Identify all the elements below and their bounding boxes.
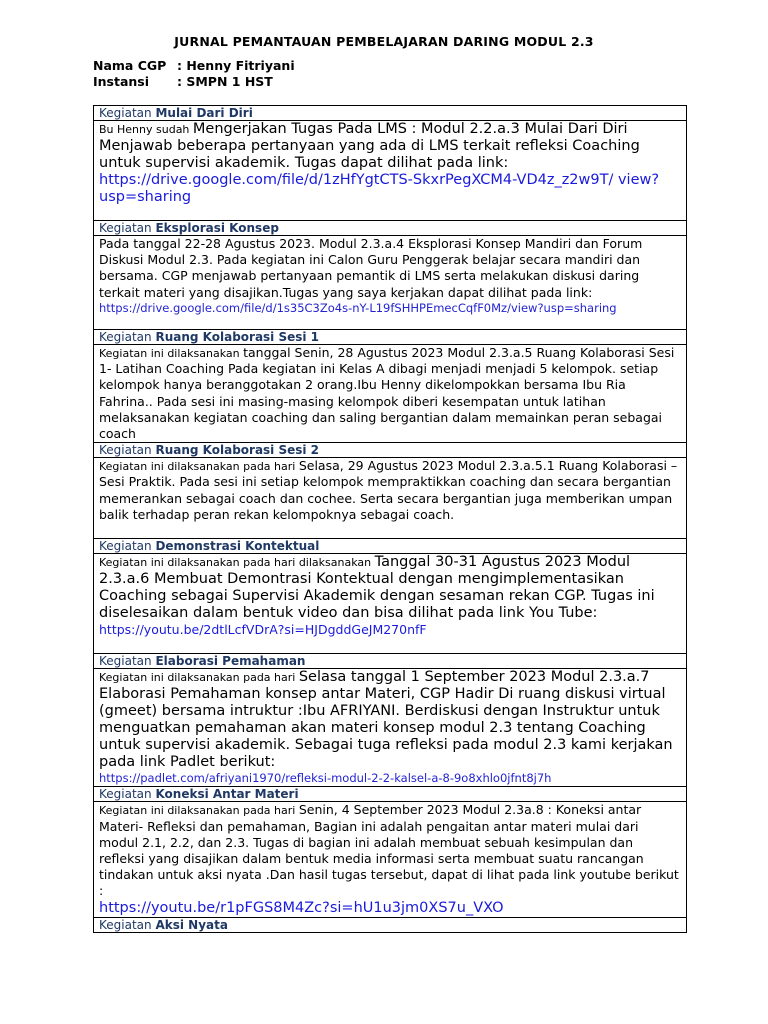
section-body-text: Pada tanggal 22-28 Agustus 2023. Modul 2.3.a.4 Eksplorasi Konsep Mandiri dan Forum Diskusi Modul 2.3. Pada kegiatan ini Calon Guru Penggerak belajar secara mandiri dan bersama. CGP menjawab pertanyaan pemantik di LMS serta melakukan diskusi daring terkait materi yang disajikan.Tugas yang saya kerjakan dapat dilihat pada link: (99, 236, 643, 300)
section-header-ruang-kolaborasi-sesi-1 (94, 330, 687, 345)
section-name: Demonstrasi Kontektual (155, 539, 320, 554)
section-name: Eksplorasi Konsep (155, 221, 279, 235)
instansi-value: : SMPN 1 HST (177, 74, 273, 89)
section-body-eksplorasi-konsep (94, 236, 687, 330)
section-body-text: Mengerjakan Tugas Pada LMS : Modul 2.2.a.3 Mulai Dari Diri Menjawab beberapa pertanyaan yang ada di LMS terkait refleksi Coaching untuk supervisi akademik. Tugas dapat dilihat pada link: (99, 121, 640, 171)
section-lead-text: Kegiatan ini dilaksanakan pada hari (99, 804, 299, 818)
section-prefix: Kegiatan (99, 330, 152, 344)
nama-cgp-value: : Henny Fitriyani (177, 58, 295, 73)
section-body-koneksi-antar-materi (94, 802, 687, 917)
instansi-row (93, 74, 273, 89)
section-name: Elaborasi Pemahaman (155, 654, 306, 669)
section-prefix: Kegiatan (99, 654, 152, 669)
section-prefix: Kegiatan (99, 539, 152, 554)
section-body-text: Selasa tanggal 1 September 2023 Modul 2.3.a.7 Elaborasi Pemahaman konsep antar Materi, CGP Hadir Di ruang diskusi virtual (gmeet) bersama intruktur :Ibu AFRIYANI. Berdiskusi dengan Instruktur untuk menguatkan pemahaman akan materi konsep modul 2.3 tentang Coaching untuk supervisi akademik. Sebagai tuga refleksi pada modul 2.3 kami kerjakan pada link Padlet berikut: (99, 669, 673, 771)
section-header-koneksi-antar-materi (94, 787, 687, 802)
section-prefix: Kegiatan (99, 787, 152, 802)
section-body-text: tanggal Senin, 28 Agustus 2023 Modul 2.3.a.5 Ruang Kolaborasi Sesi 1- Latihan Coaching Pada kegiatan ini Kelas A dibagi menjadi menjadi 5 kelompok. setiap kelompok hanya beranggotakan 2 orang.Ibu Henny dikelompokkan bersama Ibu Ria Fahrina.. Pada sesi ini masing-masing kelompok diberi kesempatan untuk latihan melaksanakan kegiatan coaching dan saling bergantian dalam memainkan peran sebagai coach (99, 345, 675, 442)
padlet-link[interactable]: https://padlet.com/afriyani1970/refleksi-modul-2-2-kalsel-a-8-9o8xhlo0jfnt8j7h (99, 771, 552, 786)
journal-table (93, 105, 687, 933)
instansi-label: Instansi (93, 74, 150, 89)
section-body-text: Selasa, 29 Agustus 2023 Modul 2.3.a.5.1 Ruang Kolaborasi – Sesi Praktik. Pada sesi ini setiap kelompok mempraktikkan coaching dan secara bergantian memerankan sebagai coach dan cochee. Serta secara bergantian juga memberikan umpan balik terhadap peran rekan kelompoknya sebagai coach. (99, 458, 678, 522)
section-name: Aksi Nyata (155, 917, 228, 932)
nama-cgp-row (93, 58, 295, 73)
youtube-link[interactable]: https://youtu.be/r1pFGS8M4Zc?si=hU1u3jm0XS7u_VXO (99, 899, 504, 916)
section-name: Ruang Kolaborasi Sesi 2 (155, 443, 320, 458)
section-body-elaborasi-pemahaman (94, 669, 687, 787)
section-body-mulai-dari-diri (94, 121, 687, 221)
section-lead-text: Kegiatan ini dilaksanakan pada hari dilaksanakan (99, 556, 375, 570)
section-body-ruang-kolaborasi-sesi-2 (94, 458, 687, 539)
section-prefix: Kegiatan (99, 221, 152, 235)
section-name: Mulai Dari Diri (155, 106, 253, 120)
section-body-demonstrasi-kontektual (94, 554, 687, 654)
section-header-elaborasi-pemahaman (94, 654, 687, 669)
section-lead-text: Bu Henny sudah (99, 123, 193, 136)
drive-link[interactable]: https://drive.google.com/file/d/1s35C3Zo4s-nY-L19fSHHPEmecCqfF0Mz/view?usp=sharing (99, 300, 617, 315)
section-header-demonstrasi-kontektual (94, 539, 687, 554)
section-body-text: Senin, 4 September 2023 Modul 2.3a.8 : Koneksi antar Materi- Refleksi dan pemahaman, Bagian ini adalah pengaitan antar materi mulai dari modul 2.1, 2.2, dan 2.3. Tugas di bagian ini adalah membuat sebuah kesimpulan dan refleksi yang disajikan dalam bentuk media informasi serta membuat suatu rancangan tindakan untuk aksi nyata .Dan hasil tugas tersebut, dapat di lihat pada link youtube berikut : (99, 802, 679, 899)
section-lead-text: Kegiatan ini dilaksanakan pada hari (99, 460, 299, 474)
section-header-mulai-dari-diri (94, 106, 687, 121)
section-name: Ruang Kolaborasi Sesi 1 (155, 330, 320, 344)
section-lead-text: Kegiatan ini dilaksanakan pada hari (99, 671, 299, 685)
section-prefix: Kegiatan (99, 443, 152, 458)
section-prefix: Kegiatan (99, 917, 152, 932)
document-title: JURNAL PEMANTAUAN PEMBELAJARAN DARING MODUL 2.3 (174, 34, 594, 49)
drive-link[interactable]: https://drive.google.com/file/d/1zHfYgtCTS-SkxrPegXCM4-VD4z_z2w9T/ view?usp=sharing (99, 172, 660, 205)
section-name: Koneksi Antar Materi (155, 787, 299, 802)
youtube-link[interactable]: https://youtu.be/2dtlLcfVDrA?si=HJDgddGeJM270nfF (99, 622, 427, 638)
section-prefix: Kegiatan (99, 106, 152, 120)
section-header-aksi-nyata (94, 917, 687, 932)
section-lead-text: Kegiatan ini dilaksanakan (99, 347, 244, 360)
nama-cgp-label: Nama CGP (93, 58, 167, 73)
section-header-ruang-kolaborasi-sesi-2 (94, 443, 687, 458)
section-header-eksplorasi-konsep (94, 221, 687, 236)
section-body-ruang-kolaborasi-sesi-1 (94, 345, 687, 443)
section-body-text: Tanggal 30-31 Agustus 2023 Modul 2.3.a.6 Membuat Demontrasi Kontektual dengan mengimplementasikan Coaching sebagai Supervisi Akademik dengan sesaman rekan CGP. Tugas ini diselesaikan dalam bentuk video dan bisa dilihat pada link You Tube: (99, 554, 655, 622)
